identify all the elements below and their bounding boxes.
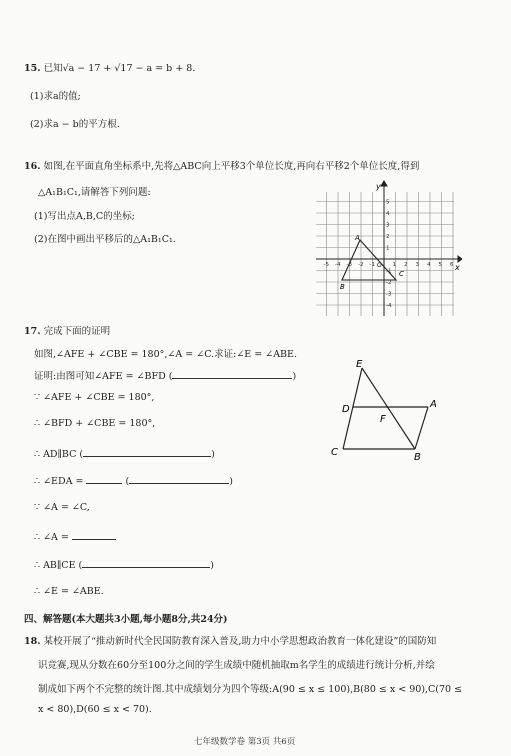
segment-ab	[415, 407, 428, 449]
segment-eb	[362, 368, 415, 449]
q17-step8: ∴ ∠E = ∠ABE.	[34, 586, 104, 597]
q17-blank4[interactable]: ( )	[125, 476, 233, 487]
x-tick-label: -3	[346, 262, 352, 268]
q17-step4-text: ∴ ∠EDA =	[34, 476, 84, 487]
q16-part2: (2)在图中画出平移后的△A₁B₁C₁.	[34, 234, 176, 245]
q15-part1: (1)求a的值;	[30, 91, 81, 102]
q15-stem	[24, 60, 195, 74]
fig-label-e: E	[356, 359, 363, 370]
q17-step3	[34, 447, 215, 460]
q16-part1: (1)写出点A,B,C的坐标;	[34, 211, 135, 222]
x-tick-label: 6	[450, 262, 454, 268]
q16-stem-line2: △A₁B₁C₁,请解答下列问题:	[38, 187, 151, 198]
q18-line1	[24, 633, 436, 647]
origin-label: O	[377, 262, 382, 269]
fig-label-d: D	[342, 404, 350, 415]
q17-step4	[34, 474, 233, 487]
x-tick-label: -1	[369, 262, 375, 268]
q17-proof-intro	[34, 368, 296, 382]
y-axis-arrow	[381, 181, 387, 186]
q18-line4: x < 80),D(60 ≤ x < 70).	[38, 704, 152, 715]
fig-label-c: C	[331, 447, 338, 458]
page-footer: 七年级数学卷 第3页 共6页	[194, 737, 296, 747]
q17-step7-text: ∴ AB∥CE	[34, 560, 76, 571]
x-tick-label: 4	[427, 262, 431, 268]
point-c-label: C	[399, 270, 404, 278]
point-a-label: A	[355, 234, 360, 242]
y-tick-label: -4	[386, 303, 392, 309]
x-tick-label: 2	[404, 262, 408, 268]
q17-step2: ∴ ∠BFD + ∠CBE = 180°,	[34, 418, 156, 429]
q17-step1: ∵ ∠AFE + ∠CBE = 180°,	[34, 392, 155, 403]
q15-stem-text: 已知√a − 17 + √17 − a = b + 8.	[43, 63, 196, 74]
x-tick-label: 5	[438, 262, 442, 268]
q17-blank3[interactable]	[86, 474, 122, 484]
q17-title	[24, 323, 110, 337]
q18-line3: 制成如下两个不完整的统计图.其中成绩划分为四个等级:A(90 ≤ x ≤ 100),B(80 ≤ x < 90),C(70 ≤	[38, 684, 463, 695]
x-tick-label: -2	[358, 262, 364, 268]
q17-step6	[34, 530, 116, 543]
q17-given: 如图,∠AFE + ∠CBE = 180°,∠A = ∠C.求证:∠E = ∠ABE.	[34, 349, 297, 360]
q17-number: 17.	[24, 326, 41, 337]
q17-blank5[interactable]	[72, 530, 116, 540]
y-tick-label: 3	[386, 222, 390, 229]
point-b-label: B	[340, 283, 345, 291]
y-tick-label: 1	[386, 245, 390, 252]
q17-blank6[interactable]: ( )	[78, 560, 214, 571]
q16-stem-line1	[24, 158, 419, 172]
y-tick-label: 4	[386, 211, 390, 217]
x-axis-label: x	[455, 263, 460, 272]
q15-part2: (2)求a − b的平方根.	[30, 119, 120, 130]
fig-label-b: B	[414, 452, 421, 462]
q18-line2: 识竞赛,现从分数在60分至100分之间的学生成绩中随机抽取m名学生的成绩进行统计分析,并绘	[38, 660, 435, 671]
fig-label-f: F	[380, 414, 386, 425]
q16-stem-text1: 如图,在平面直角坐标系中,先将△ABC向上平移3个单位长度,再向右平移2个单位长度,得到	[43, 161, 420, 172]
y-tick-label: -1	[386, 268, 392, 275]
x-axis-arrow	[458, 256, 462, 262]
y-tick-label: -2	[386, 280, 392, 286]
q18-line1-text: 某校开展了“推动新时代全民国防教育深入普及,助力中小学思想政治教育一体化建设”的国防知	[43, 636, 437, 647]
section4-title: 四、解答题(本大题共3小题,每小题8分,共24分)	[24, 614, 228, 625]
q17-step6-text: ∴ ∠A =	[34, 532, 69, 543]
x-tick-label: -4	[335, 262, 341, 268]
q17-step7	[34, 558, 214, 571]
q17-step5: ∵ ∠A = ∠C,	[34, 502, 90, 513]
q17-blank1[interactable]: ( )	[168, 371, 297, 382]
q17-blank2[interactable]: ( )	[79, 449, 215, 460]
fig-label-a: A	[430, 399, 437, 410]
y-tick-label: 2	[386, 234, 390, 240]
q17-geometry-figure	[322, 356, 442, 462]
x-tick-label: -5	[323, 262, 329, 268]
q15-number: 15.	[24, 63, 41, 74]
y-tick-label: -3	[386, 291, 392, 298]
q17-step3-text: ∴ AD∥BC	[34, 449, 77, 460]
x-tick-label: 3	[415, 262, 419, 268]
y-tick-label: 5	[386, 199, 390, 206]
q18-number: 18.	[24, 636, 41, 647]
coordinate-grid-figure	[312, 180, 462, 320]
q17-proof-intro-text: 证明:由图可知∠AFE = ∠BFD	[34, 371, 166, 382]
x-tick-label: 1	[392, 262, 396, 268]
q16-number: 16.	[24, 161, 41, 172]
y-axis-label: y	[376, 182, 381, 191]
q17-title-text: 完成下面的证明	[43, 326, 111, 337]
